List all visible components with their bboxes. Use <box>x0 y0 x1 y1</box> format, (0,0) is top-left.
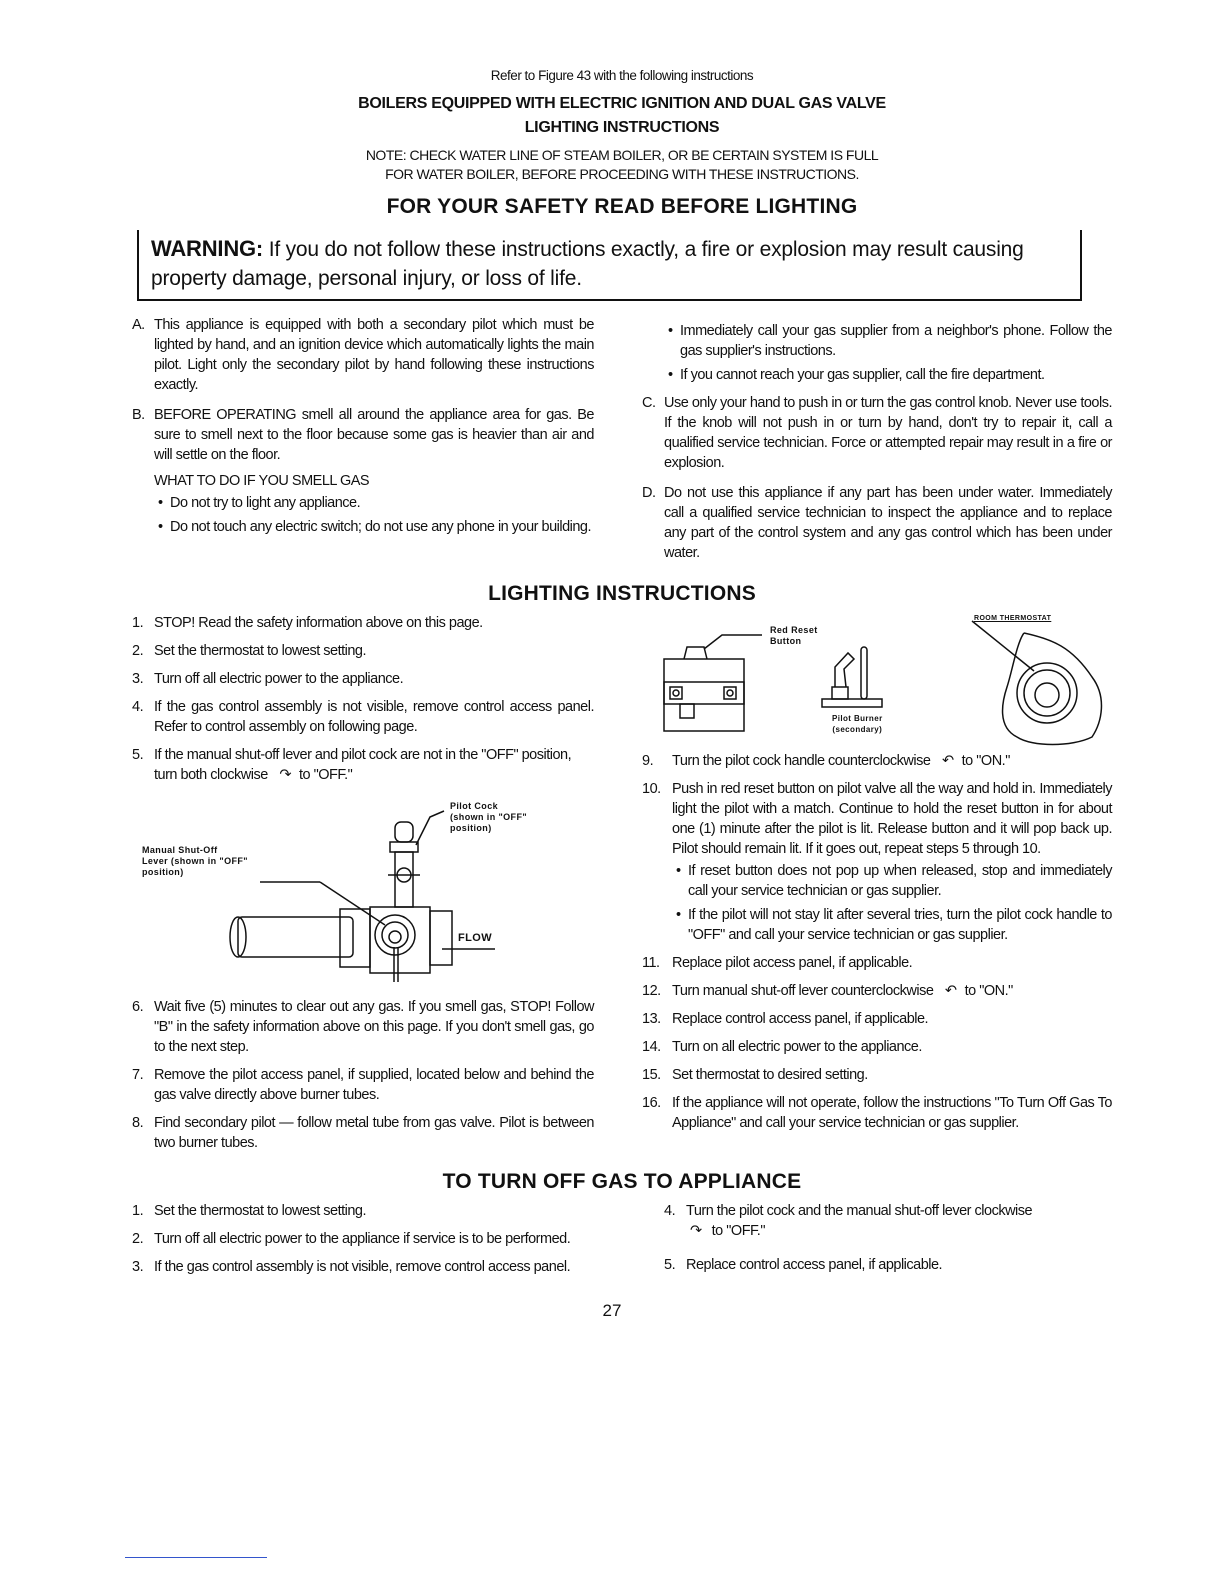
step-11 <box>642 953 1112 973</box>
page-subtitle: LIGHTING INSTRUCTIONS <box>524 119 720 136</box>
item-text: This appliance is equipped with both a secondary pilot which must be lighted by hand, and an ignition device which automatically lights the main pilot. Light only the secondary pilot by hand following these instructions exactly. <box>154 317 594 393</box>
warning-text: If you do not follow these instructions exactly, a fire or explosion may result causing property damage, personal injury, or loss of life. <box>151 238 1024 290</box>
note <box>132 146 1112 184</box>
step-number: 4. <box>132 699 144 715</box>
warning-label: WARNING: <box>151 236 264 261</box>
safety-item-d <box>642 483 1112 563</box>
clockwise-arrow-icon: ↷ <box>690 1223 702 1239</box>
step-9 <box>642 751 1112 771</box>
turn-off-heading: TO TURN OFF GAS TO APPLIANCE <box>442 1170 802 1193</box>
bullet: • If the pilot will not stay lit after several tries, turn the pilot cock handle to "OFF" and call your service technician or gas supplier. <box>672 905 1112 945</box>
step-text: If the gas control assembly is not visible, remove control access panel. Refer to control assembly on following page. <box>154 699 594 735</box>
step-number: 5. <box>664 1257 676 1273</box>
label-line: Pilot Burner <box>832 714 883 723</box>
label-line: position) <box>450 823 492 833</box>
step-4 <box>132 697 594 737</box>
step-number: 10. <box>642 781 661 797</box>
step-text: Turn the pilot cock handle counterclockwise <box>672 753 931 769</box>
step-15 <box>642 1065 1112 1085</box>
step-text: Replace control access panel, if applicable. <box>672 1011 929 1027</box>
step-number: 2. <box>132 1231 144 1247</box>
label-line: Red Reset <box>770 625 818 635</box>
step-text: Set thermostat to desired setting. <box>672 1067 868 1083</box>
lighting-right <box>642 613 1112 1141</box>
step-16 <box>642 1093 1112 1133</box>
counterclockwise-arrow-icon: ↶ <box>944 983 957 999</box>
item-text: BEFORE OPERATING smell all around the appliance area for gas. Be sure to smell next to the floor because some gas is heavier than air and will settle on the floor. <box>154 407 594 463</box>
step-number: 1. <box>132 615 144 631</box>
step-text: Remove the pilot access panel, if supplied, located below and behind the gas valve directly above burner tubes. <box>154 1067 594 1103</box>
step-number: 16. <box>642 1095 661 1111</box>
lighting-section <box>132 613 1112 1161</box>
step-number: 12. <box>642 983 661 999</box>
label-line: Button <box>770 636 802 646</box>
step-number: 4. <box>664 1203 676 1219</box>
turn-off-section <box>132 1201 1112 1285</box>
label-line: (shown in "OFF" <box>450 812 528 822</box>
safety-heading: FOR YOUR SAFETY READ BEFORE LIGHTING <box>386 195 858 218</box>
label-line: Pilot Cock <box>450 801 499 811</box>
page-number: 27 <box>602 1301 622 1320</box>
label-line: Manual Shut-Off <box>142 845 218 855</box>
step-text-after: to "OFF." <box>711 1223 765 1239</box>
step-8 <box>132 1113 594 1153</box>
step-text: Turn off all electric power to the appliance if service is to be performed. <box>154 1231 571 1247</box>
step-text: If the manual shut-off lever and pilot cock are not in the "OFF" position, turn both clockwise <box>154 747 572 783</box>
step-6 <box>132 997 594 1057</box>
note-line: NOTE: CHECK WATER LINE OF STEAM BOILER, OR BE CERTAIN SYSTEM IS FULL <box>365 147 879 163</box>
off-step-3 <box>132 1257 594 1277</box>
step-12 <box>642 981 1112 1001</box>
step-text: Turn manual shut-off lever counterclockwise <box>672 983 934 999</box>
page-title: BOILERS EQUIPPED WITH ELECTRIC IGNITION AND DUAL GAS VALVE <box>358 95 886 112</box>
pilot-burner-label <box>832 713 883 735</box>
step-text-after: to "ON." <box>961 753 1010 769</box>
step-number: 6. <box>132 999 144 1015</box>
label-line: Lever (shown in "OFF" <box>142 856 248 866</box>
step-number: 2. <box>132 643 144 659</box>
step-number: 3. <box>132 671 144 687</box>
safety-item-c <box>642 393 1112 473</box>
refer-note: Refer to Figure 43 with the following instructions <box>490 68 754 83</box>
item-text: Do not use this appliance if any part has been under water. Immediately call a qualified service technician to inspect the appliance and to replace any part of the control system and any gas control which has been under water. <box>664 485 1112 561</box>
step-text-after: to "ON." <box>964 983 1013 999</box>
step-text: Turn on all electric power to the appliance. <box>672 1039 922 1055</box>
turn-off-right <box>664 1201 1112 1283</box>
reset-button-label <box>770 625 818 647</box>
lighting-heading: LIGHTING INSTRUCTIONS <box>488 582 756 605</box>
item-label: D. <box>642 485 656 501</box>
off-step-2 <box>132 1229 594 1249</box>
subheading: WHAT TO DO IF YOU SMELL GAS <box>154 473 370 489</box>
step-2 <box>132 641 594 661</box>
step-text: If the appliance will not operate, follow the instructions "To Turn Off Gas To Appliance" and call your service technician or gas supplier. <box>672 1095 1112 1131</box>
label-line: (secondary) <box>832 725 883 734</box>
step-1 <box>132 613 594 633</box>
pilot-cock-label <box>450 801 527 834</box>
step-5 <box>132 745 594 785</box>
counterclockwise-arrow-icon: ↶ <box>941 753 954 769</box>
step-number: 15. <box>642 1067 661 1083</box>
step-10 <box>642 779 1112 945</box>
bullet: • If reset button does not pop up when released, stop and immediately call your service technician or gas supplier. <box>672 861 1112 901</box>
step-text: Turn the pilot cock and the manual shut-off lever clockwise <box>686 1203 1033 1219</box>
step-number: 8. <box>132 1115 144 1131</box>
bullet: • If you cannot reach your gas supplier, call the fire department. <box>664 365 1112 385</box>
step-number: 5. <box>132 747 144 763</box>
clockwise-arrow-icon: ↷ <box>279 767 291 783</box>
step-text: Wait five (5) minutes to clear out any gas. If you smell gas, STOP! Follow "B" in the safety information above on this page. If you don't smell gas, go to the next step. <box>154 999 594 1055</box>
bullet: • Do not touch any electric switch; do not use any phone in your building. <box>154 517 594 537</box>
step-number: 7. <box>132 1067 144 1083</box>
item-label: A. <box>132 317 145 333</box>
step-7 <box>132 1065 594 1105</box>
safety-section <box>132 315 1112 571</box>
step-number: 9. <box>642 753 654 769</box>
step-13 <box>642 1009 1112 1029</box>
step-text: Replace pilot access panel, if applicable. <box>672 955 913 971</box>
step-text: Set the thermostat to lowest setting. <box>154 643 367 659</box>
step-text: Replace control access panel, if applicable. <box>686 1257 943 1273</box>
safety-left <box>132 315 594 545</box>
warning-box <box>137 230 1082 301</box>
step-number: 13. <box>642 1011 661 1027</box>
step-number: 3. <box>132 1259 144 1275</box>
flow-label: FLOW <box>458 932 492 944</box>
step-text: Find secondary pilot — follow metal tube from gas valve. Pilot is between two burner tubes. <box>154 1115 594 1151</box>
gas-valve-figure <box>132 793 594 989</box>
shutoff-label <box>142 845 248 878</box>
lighting-left <box>132 613 594 1161</box>
turn-off-left <box>132 1201 594 1285</box>
label-line: position) <box>142 867 184 877</box>
off-step-4 <box>664 1201 1112 1241</box>
step-number: 11. <box>642 955 660 971</box>
step-text-after: to "OFF." <box>299 767 353 783</box>
step-text: Turn off all electric power to the appliance. <box>154 671 404 687</box>
item-label: C. <box>642 395 656 411</box>
step-text: Set the thermostat to lowest setting. <box>154 1203 367 1219</box>
step-14 <box>642 1037 1112 1057</box>
item-label: B. <box>132 407 145 423</box>
bullet: • Do not try to light any appliance. <box>154 493 594 513</box>
bullet: • Immediately call your gas supplier from a neighbor's phone. Follow the gas supplier's instructions. <box>664 321 1112 361</box>
note-line: FOR WATER BOILER, BEFORE PROCEEDING WITH THESE INSTRUCTIONS. <box>385 166 859 182</box>
item-text: Use only your hand to push in or turn the gas control knob. Never use tools. If the knob will not push in or turn by hand, don't try to repair it, call a qualified service technician. Force or attempted repair may result in a fire or explosion. <box>664 395 1112 471</box>
step-text: Push in red reset button on pilot valve all the way and hold in. Immediately light the pilot with a match. Continue to hold the reset button in for about one (1) minute after the pilot is lit. Release button and it will pop back up. Pilot should remain lit. If it goes out, repeat steps 5 through 10. <box>672 781 1112 857</box>
room-thermostat-label: ROOM THERMOSTAT <box>974 615 1052 622</box>
off-step-1 <box>132 1201 594 1221</box>
safety-right <box>642 319 1112 571</box>
step-number: 14. <box>642 1039 661 1055</box>
step-text: If the gas control assembly is not visible, remove control access panel. <box>154 1259 571 1275</box>
footer-rule <box>125 1557 267 1558</box>
step-number: 1. <box>132 1203 144 1219</box>
pilot-components-figure <box>642 613 1112 745</box>
step-3 <box>132 669 594 689</box>
step-text: STOP! Read the safety information above on this page. <box>154 615 483 631</box>
safety-item-b <box>132 405 594 537</box>
off-step-5 <box>664 1255 1112 1275</box>
safety-item-a <box>132 315 594 395</box>
